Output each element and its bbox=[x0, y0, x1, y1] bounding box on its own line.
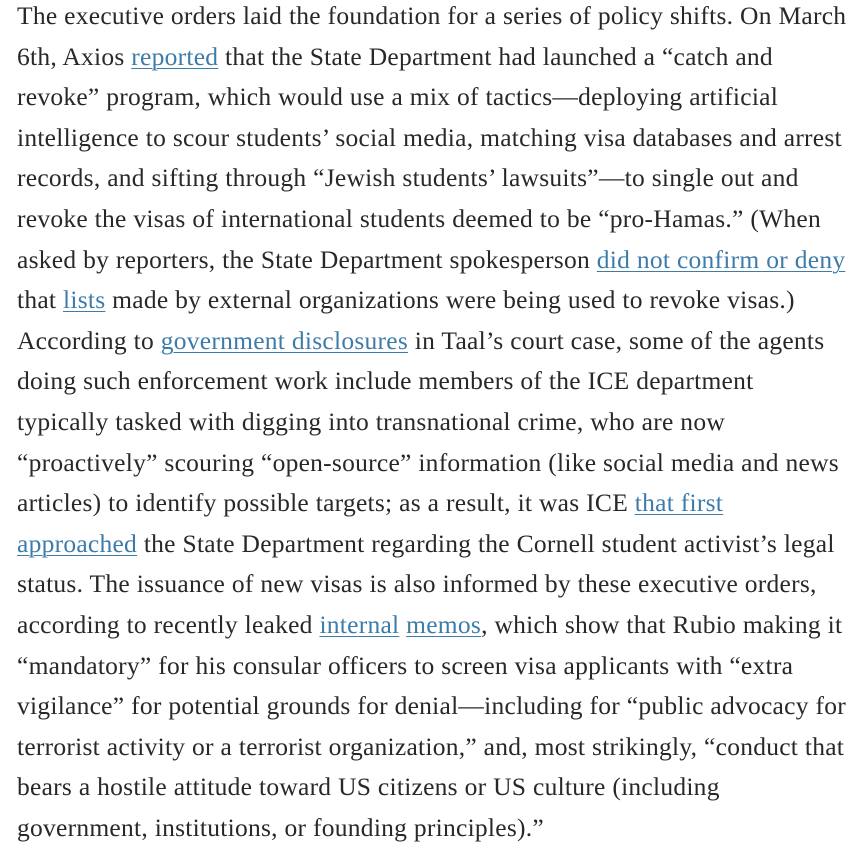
article-body bbox=[17, 0, 849, 848]
article-paragraph bbox=[17, 0, 849, 848]
paragraph-text-run: the State Department regarding the Cornell student activist’s legal status. The issuance of new visas is also informed by these executive orders, according to recently leaked bbox=[17, 528, 835, 639]
paragraph-text-run: that the State Department had launched a “catch and revoke” program, which would use a mix of tactics—deploying artificial intelligence to scour students’ social media, matching visa databases and arrest records, and sifting through “Jewish students’ lawsuits”—to single out and revoke the visas of international students deemed to be “pro-Hamas.” (When asked by reporters, the State Department spokesperson bbox=[17, 41, 842, 274]
paragraph-text-run: The executive orders laid the foundation for a series of policy shifts. On March 6th, Axios bbox=[17, 1, 847, 71]
inline-link-4[interactable]: that first approached bbox=[17, 488, 724, 558]
inline-link-1[interactable]: did not confirm or deny bbox=[596, 244, 846, 274]
paragraph-text-run: that bbox=[17, 285, 64, 315]
inline-link-5[interactable]: internal bbox=[319, 609, 400, 639]
paragraph-text-run: in Taal’s court case, some of the agents doing such enforcement work include members of the ICE department typically tasked with digging into transnational crime, who are now “proactively” scouring “open-source” information (like social media and news articles) to identify possible targets; as a result, it was ICE bbox=[17, 325, 839, 518]
inline-link-0[interactable]: reported bbox=[131, 41, 219, 71]
paragraph-text-run: made by external organizations were being used to revoke visas.) According to bbox=[17, 285, 795, 355]
inline-link-6[interactable]: memos bbox=[406, 609, 482, 639]
inline-link-3[interactable]: government disclosures bbox=[160, 325, 409, 355]
inline-link-2[interactable]: lists bbox=[63, 285, 106, 315]
paragraph-text-run: , which show that Rubio making it “mandatory” for his consular officers to screen visa applicants with “extra vigilance” for potential grounds for denial—including for “public advocacy for terrorist activity or a terrorist organization,” and, most strikingly, “conduct that bears a hostile attitude toward US citizens or US culture (including government, institutions, or founding principles).” bbox=[17, 609, 846, 842]
